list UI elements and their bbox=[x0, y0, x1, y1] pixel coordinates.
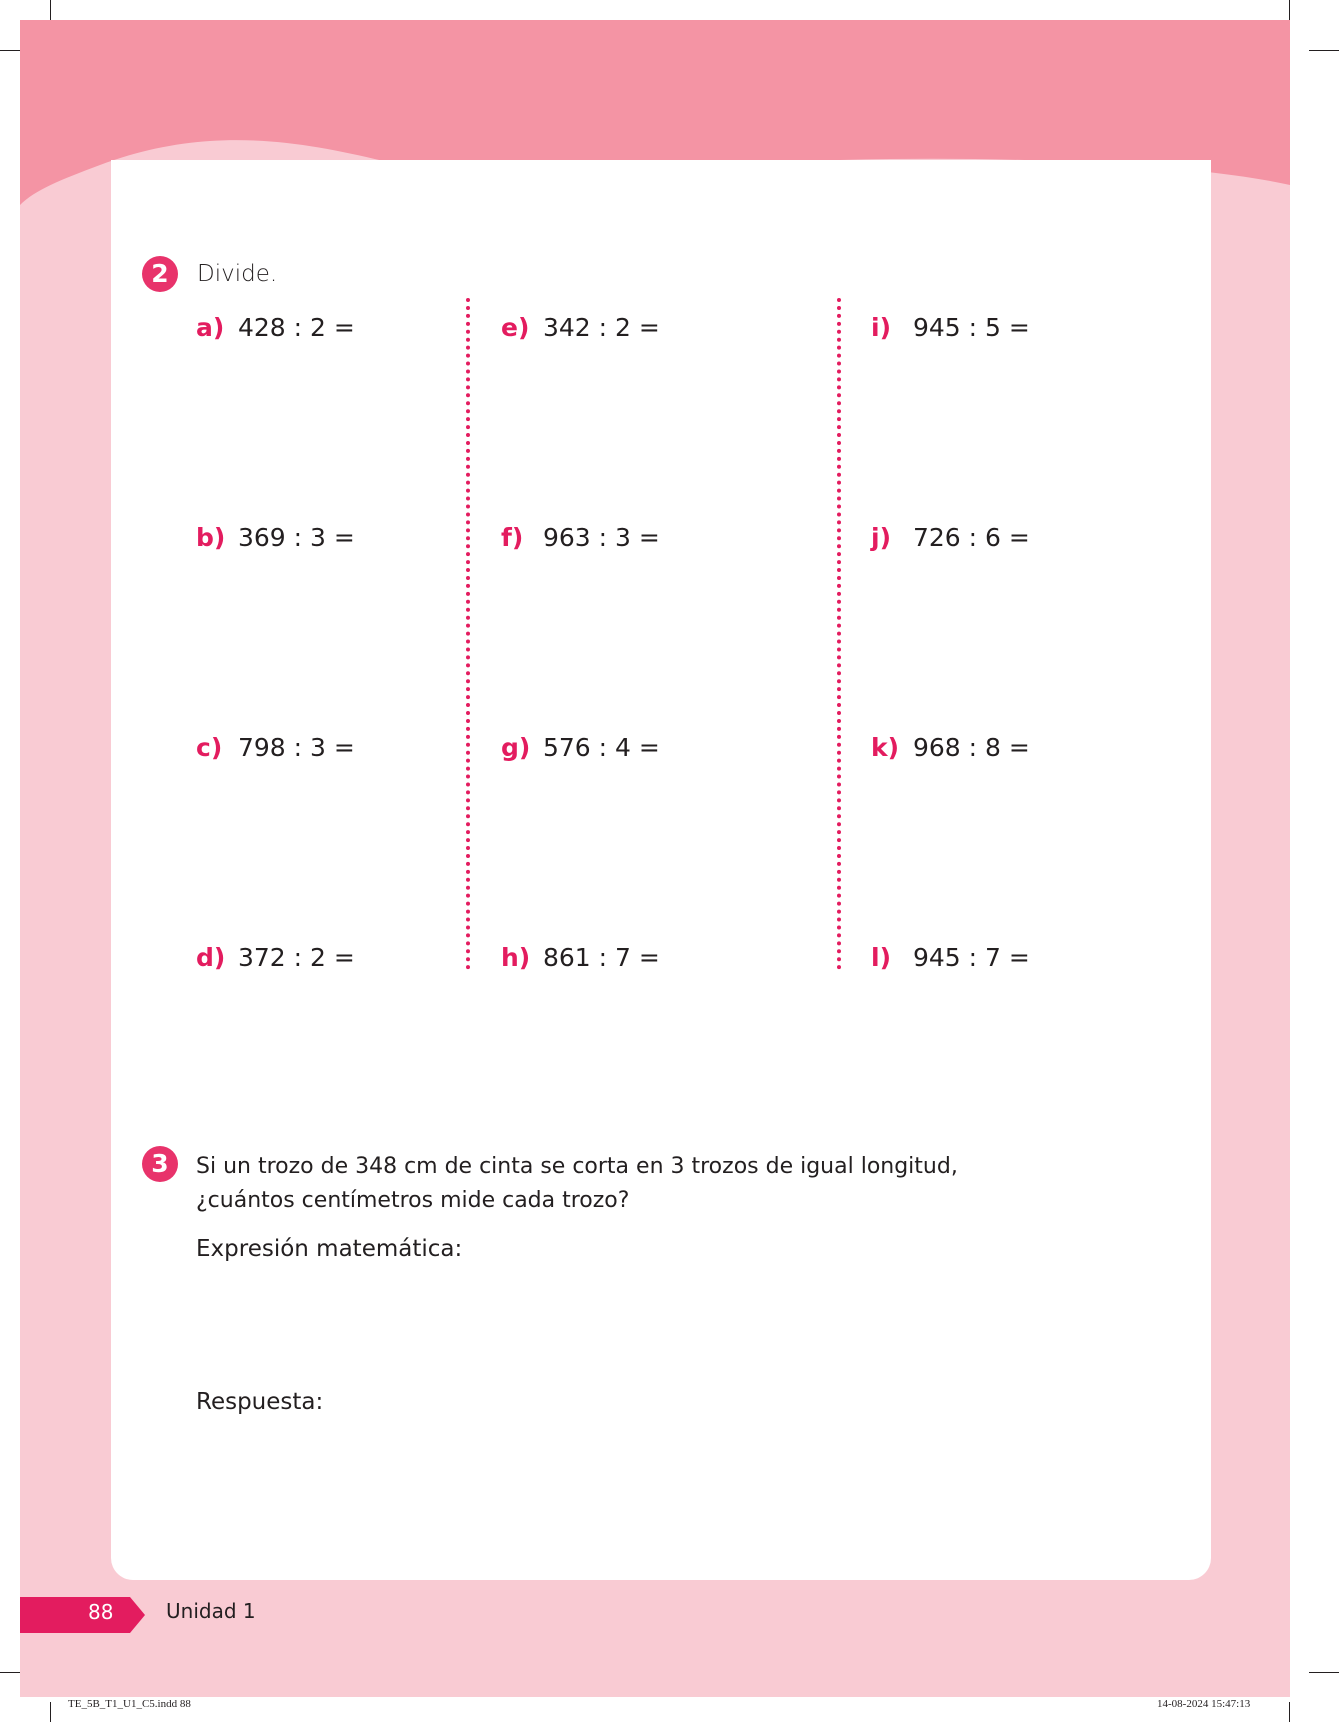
item-expression: 798 : 3 = bbox=[238, 733, 355, 762]
crop-mark bbox=[1309, 50, 1339, 51]
crop-mark bbox=[50, 0, 51, 20]
division-item-d bbox=[196, 943, 355, 972]
item-label: a) bbox=[196, 313, 225, 342]
division-item-e bbox=[501, 313, 660, 342]
crop-mark bbox=[1309, 1672, 1339, 1673]
problem-statement bbox=[196, 1150, 958, 1218]
division-item-b bbox=[196, 523, 355, 552]
item-expression: 968 : 8 = bbox=[913, 733, 1030, 762]
item-expression: 428 : 2 = bbox=[238, 313, 355, 342]
division-item-k bbox=[871, 733, 1030, 762]
item-expression: 576 : 4 = bbox=[543, 733, 660, 762]
item-label: f) bbox=[501, 523, 524, 552]
item-label: b) bbox=[196, 523, 226, 552]
item-expression: 945 : 5 = bbox=[913, 313, 1030, 342]
item-expression: 369 : 3 = bbox=[238, 523, 355, 552]
division-item-c bbox=[196, 733, 355, 762]
item-expression: 342 : 2 = bbox=[543, 313, 660, 342]
item-expression: 726 : 6 = bbox=[913, 523, 1030, 552]
item-label: i) bbox=[871, 313, 891, 342]
item-label: k) bbox=[871, 733, 900, 762]
crop-mark bbox=[0, 1672, 20, 1673]
item-label: h) bbox=[501, 943, 531, 972]
division-item-i bbox=[871, 313, 1030, 342]
page-number-tab bbox=[20, 1597, 145, 1633]
division-item-a bbox=[196, 313, 355, 342]
exercise-2-title: Divide. bbox=[197, 261, 278, 287]
crop-mark bbox=[1289, 1702, 1290, 1722]
crop-mark bbox=[1289, 0, 1290, 20]
item-expression: 372 : 2 = bbox=[238, 943, 355, 972]
slug-filename: TE_5B_T1_U1_C5.indd 88 bbox=[68, 1698, 191, 1710]
slug-date: 14-08-2024 15:47:13 bbox=[1157, 1698, 1251, 1710]
item-label: c) bbox=[196, 733, 223, 762]
division-item-g bbox=[501, 733, 660, 762]
item-label: l) bbox=[871, 943, 891, 972]
division-item-j bbox=[871, 523, 1030, 552]
column-divider bbox=[466, 298, 470, 970]
item-label: e) bbox=[501, 313, 530, 342]
crop-mark bbox=[0, 50, 20, 51]
answer-label: Respuesta: bbox=[196, 1389, 324, 1415]
division-item-h bbox=[501, 943, 660, 972]
column-divider bbox=[837, 298, 841, 970]
division-item-f bbox=[501, 523, 660, 552]
crop-mark bbox=[50, 1702, 51, 1722]
page-number: 88 bbox=[88, 1600, 114, 1624]
expression-label: Expresión matemática: bbox=[196, 1236, 463, 1262]
unit-label: Unidad 1 bbox=[166, 1599, 256, 1623]
problem-line-1: Si un trozo de 348 cm de cinta se corta en 3 trozos de igual longitud, bbox=[196, 1154, 958, 1179]
exercise-3-number: 3 bbox=[142, 1146, 178, 1182]
problem-line-2: ¿cuántos centímetros mide cada trozo? bbox=[196, 1188, 630, 1213]
item-expression: 963 : 3 = bbox=[543, 523, 660, 552]
item-label: j) bbox=[871, 523, 891, 552]
content-panel bbox=[111, 160, 1211, 1580]
exercise-2-number: 2 bbox=[142, 256, 178, 292]
item-label: d) bbox=[196, 943, 226, 972]
item-label: g) bbox=[501, 733, 531, 762]
division-item-l bbox=[871, 943, 1030, 972]
item-expression: 945 : 7 = bbox=[913, 943, 1030, 972]
item-expression: 861 : 7 = bbox=[543, 943, 660, 972]
